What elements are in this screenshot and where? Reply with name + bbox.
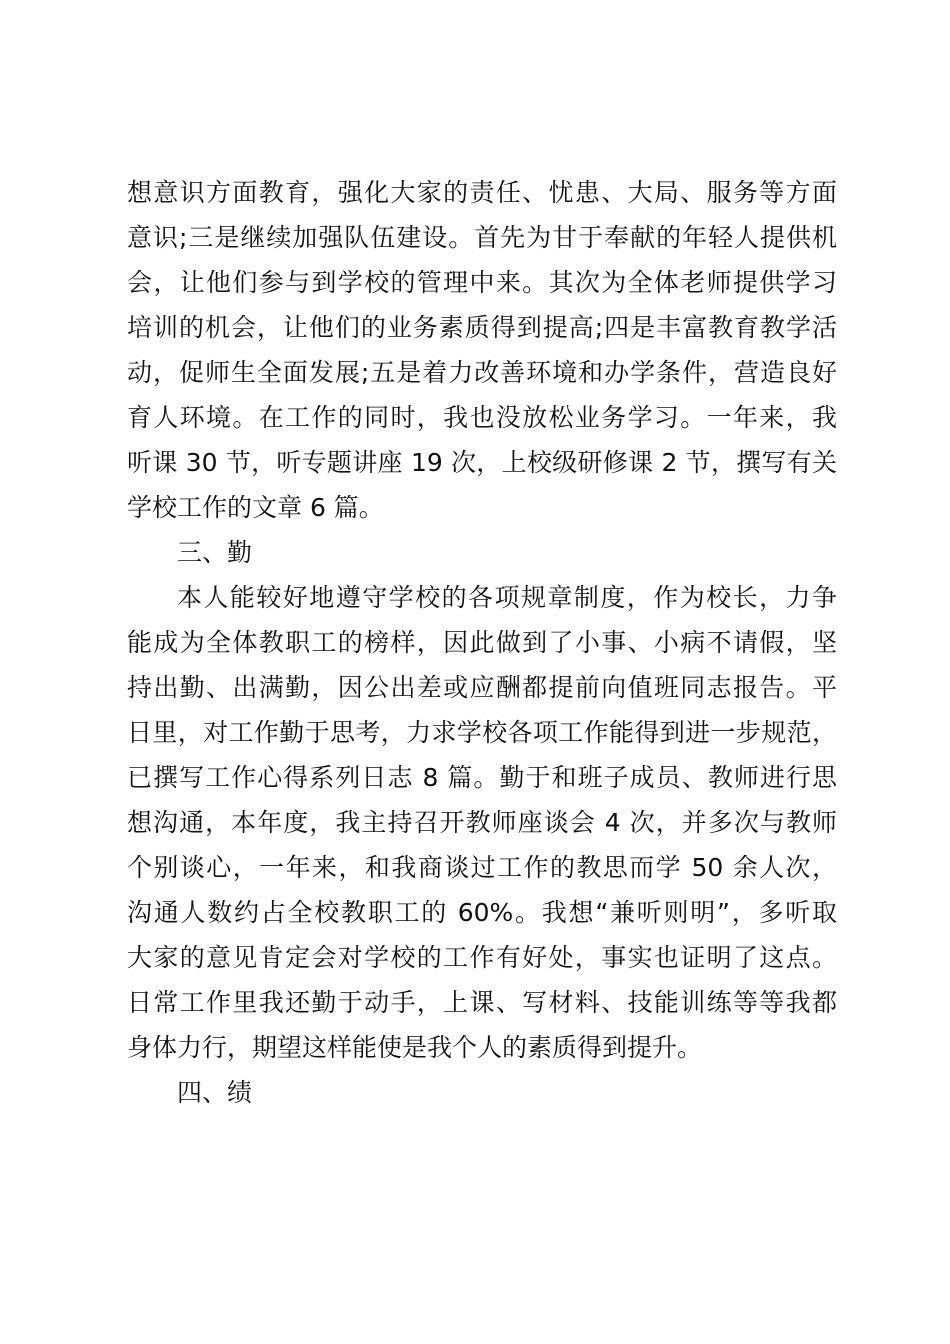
paragraph-1-line-4: 培训的机会，让他们的业务素质得到提高;四是丰富教育教学活 <box>127 313 837 342</box>
section-heading-4: 四、绩 <box>177 1078 253 1107</box>
paragraph-2-line-1: 本人能较好地遵守学校的各项规章制度，作为校长，力争 <box>177 583 837 612</box>
document-body <box>127 170 837 1115</box>
paragraph-2-line-9: 大家的意见肯定会对学校的工作有好处，事实也证明了这点。 <box>127 943 837 972</box>
paragraph-1-line-3: 会，让他们参与到学校的管理中来。其次为全体老师提供学习 <box>127 268 837 297</box>
paragraph-2-line-7: 个别谈心，一年来，和我商谈过工作的教思而学 50 余人次， <box>127 853 837 882</box>
paragraph-2-line-8: 沟通人数约占全校教职工的 60%。我想“兼听则明”，多听取 <box>127 898 837 927</box>
paragraph-2-line-3: 持出勤、出满勤，因公出差或应酬都提前向值班同志报告。平 <box>127 673 837 702</box>
paragraph-1-line-6: 育人环境。在工作的同时，我也没放松业务学习。一年来，我 <box>127 403 837 432</box>
paragraph-2-line-10: 日常工作里我还勤于动手，上课、写材料、技能训练等等我都 <box>127 988 837 1017</box>
paragraph-1-line-2: 意识;三是继续加强队伍建设。首先为甘于奉献的年轻人提供机 <box>127 223 837 252</box>
paragraph-1-line-5: 动，促师生全面发展;五是着力改善环境和办学条件，营造良好 <box>127 358 837 387</box>
paragraph-2-line-5: 已撰写工作心得系列日志 8 篇。勤于和班子成员、教师进行思 <box>127 763 837 792</box>
paragraph-1-line-1: 想意识方面教育，强化大家的责任、忧患、大局、服务等方面 <box>127 178 837 207</box>
paragraph-2-line-6: 想沟通，本年度，我主持召开教师座谈会 4 次，并多次与教师 <box>127 808 837 837</box>
section-heading-3: 三、勤 <box>177 538 253 567</box>
paragraph-2-line-11: 身体力行，期望这样能使是我个人的素质得到提升。 <box>127 1033 703 1062</box>
paragraph-2-line-4: 日里，对工作勤于思考，力求学校各项工作能得到进一步规范， <box>127 718 837 747</box>
paragraph-2-line-2: 能成为全体教职工的榜样，因此做到了小事、小病不请假，坚 <box>127 628 837 657</box>
paragraph-1-line-7: 听课 30 节，听专题讲座 19 次，上校级研修课 2 节，撰写有关 <box>127 448 837 477</box>
paragraph-1-line-8: 学校工作的文章 6 篇。 <box>127 493 384 522</box>
